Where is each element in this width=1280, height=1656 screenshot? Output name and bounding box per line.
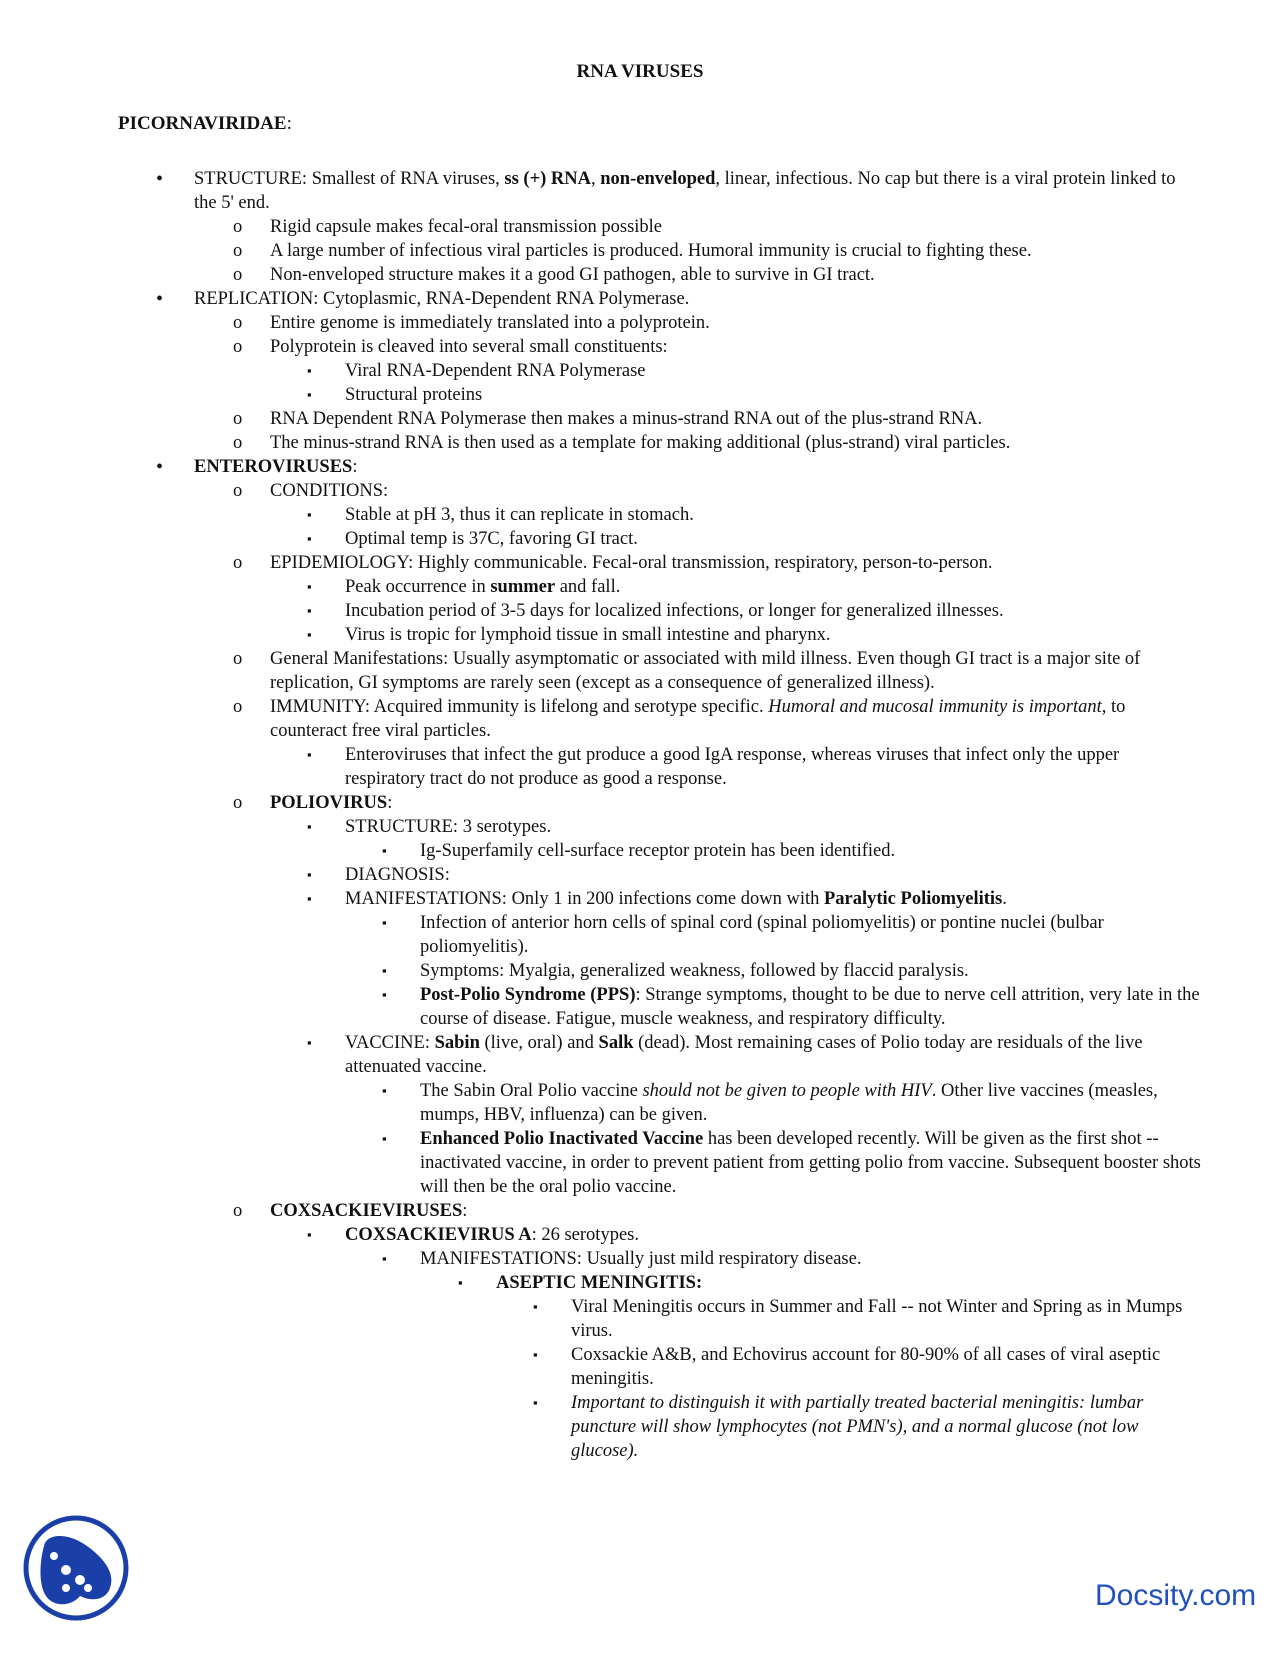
bullet-icon: ▪ — [533, 1395, 538, 1410]
bullet-icon: o — [233, 433, 243, 453]
item-text: Stable at pH 3, thus it can replicate in stomach. — [345, 505, 694, 525]
bullet-icon: o — [233, 481, 243, 501]
list-item — [0, 791, 1280, 815]
list-item — [0, 455, 1280, 479]
bullet-icon: ▪ — [382, 1131, 387, 1146]
item-text: The minus-strand RNA is then used as a template for making additional (plus-strand) viral particles. — [270, 433, 1011, 453]
item-text: , linear, infectious. No cap but there is a viral protein linked to the 5' end. — [194, 169, 1176, 213]
bullet-icon: ▪ — [382, 1251, 387, 1266]
item-text: and fall. — [555, 577, 621, 597]
item-text: ss (+) RNA — [504, 169, 591, 189]
bullet-icon: ▪ — [307, 1227, 312, 1242]
list-item — [0, 1295, 1280, 1343]
item-text: Non-enveloped structure makes it a good GI pathogen, able to survive in GI tract. — [270, 265, 875, 285]
bullet-icon: • — [156, 288, 164, 310]
list-item — [0, 215, 1280, 239]
item-text: Incubation period of 3-5 days for localized infections, or longer for generalized illnesses. — [345, 601, 1004, 621]
item-text: . Other live vaccines (measles, mumps, HBV, influenza) can be given. — [420, 1081, 1158, 1125]
bullet-icon: • — [156, 456, 164, 478]
item-text: Symptoms: Myalgia, generalized weakness, followed by flaccid paralysis. — [420, 961, 969, 981]
item-text: MANIFESTATIONS: Only 1 in 200 infections come down with — [345, 889, 824, 909]
list-item — [0, 599, 1280, 623]
list-item — [0, 887, 1280, 911]
bullet-icon: ▪ — [307, 819, 312, 834]
item-text: Viral RNA-Dependent RNA Polymerase — [345, 361, 646, 381]
item-text: . — [1002, 889, 1007, 909]
bullet-icon: ▪ — [382, 915, 387, 930]
item-text: IMMUNITY: Acquired immunity is lifelong and serotype specific. — [270, 697, 769, 717]
section-colon: : — [286, 113, 292, 134]
item-text: Enhanced Polio Inactivated Vaccine — [420, 1129, 704, 1149]
list-item — [0, 383, 1280, 407]
item-text: Post-Polio Syndrome (PPS) — [420, 985, 636, 1005]
list-item — [0, 1247, 1280, 1271]
list-item — [0, 1127, 1280, 1199]
item-text: CONDITIONS: — [270, 481, 389, 501]
bullet-icon: ▪ — [307, 507, 312, 522]
bullet-icon: ▪ — [458, 1275, 463, 1290]
docsity-brand-text[interactable]: Docsity.com — [1095, 1579, 1257, 1612]
bullet-icon: o — [233, 241, 243, 261]
list-item — [0, 263, 1280, 287]
item-text: Optimal temp is 37C, favoring GI tract. — [345, 529, 638, 549]
list-item — [0, 911, 1280, 959]
bullet-icon: o — [233, 649, 243, 669]
item-text: : 26 serotypes. — [531, 1225, 639, 1245]
item-text: Peak occurrence in — [345, 577, 491, 597]
item-text: Entire genome is immediately translated into a polyprotein. — [270, 313, 710, 333]
item-text: : — [387, 793, 393, 813]
section-heading — [118, 112, 292, 136]
item-text: VACCINE: — [345, 1033, 435, 1053]
list-item — [0, 863, 1280, 887]
bullet-icon: o — [233, 697, 243, 717]
item-text: Virus is tropic for lymphoid tissue in small intestine and pharynx. — [345, 625, 831, 645]
list-item — [0, 1391, 1280, 1463]
bullet-icon: ▪ — [307, 867, 312, 882]
list-item — [0, 1223, 1280, 1247]
list-item — [0, 479, 1280, 503]
item-text: has been developed recently. Will be given as the first shot -- inactivated vaccine, in order to prevent patient from getting polio from vaccine. Subsequent booster shots will then be the oral polio vaccine. — [420, 1129, 1201, 1197]
item-text: A large number of infectious viral particles is produced. Humoral immunity is crucial to fighting these. — [270, 241, 1032, 261]
item-text: Polyprotein is cleaved into several small constituents: — [270, 337, 668, 357]
list-item — [0, 839, 1280, 863]
item-text: : Strange symptoms, thought to be due to nerve cell attrition, very late in the course of disease. Fatigue, muscle weakness, and respiratory difficulty. — [420, 985, 1200, 1029]
item-text: Paralytic Poliomyelitis — [823, 889, 1003, 909]
bullet-icon: ▪ — [382, 987, 387, 1002]
item-text: STRUCTURE: 3 serotypes. — [345, 817, 552, 837]
bullet-icon: ▪ — [382, 843, 387, 858]
list-item — [0, 1199, 1280, 1223]
item-text: COXSACKIEVIRUSES — [270, 1201, 463, 1221]
list-item — [0, 311, 1280, 335]
bullet-icon: o — [233, 217, 243, 237]
bullet-icon: ▪ — [307, 387, 312, 402]
bullet-icon: ▪ — [307, 747, 312, 762]
item-text: : — [352, 457, 358, 477]
bullet-icon: ▪ — [382, 1083, 387, 1098]
item-text: ENTEROVIRUSES — [194, 457, 353, 477]
item-text: Important to distinguish it with partially treated bacterial meningitis: lumbar puncture will show lymphocytes (not PMN's), and a normal glucose (not low glucose). — [571, 1393, 1144, 1461]
list-item — [0, 503, 1280, 527]
list-item — [0, 239, 1280, 263]
item-text: Humoral and mucosal immunity is important — [768, 697, 1102, 717]
item-text: Rigid capsule makes fecal-oral transmission possible — [270, 217, 663, 237]
item-text: (dead). Most remaining cases of Polio today are residuals of the live attenuated vaccine. — [345, 1033, 1143, 1077]
bullet-icon: o — [233, 265, 243, 285]
list-item — [0, 983, 1280, 1031]
bullet-icon: ▪ — [307, 627, 312, 642]
item-text: General Manifestations: Usually asymptomatic or associated with mild illness. Even though GI tract is a major site of replication, GI symptoms are rarely seen (except as a consequence of generalized illness). — [270, 649, 1141, 693]
item-text: Sabin — [434, 1033, 480, 1053]
item-text: Salk — [598, 1033, 634, 1053]
item-text: Infection of anterior horn cells of spinal cord (spinal poliomyelitis) or pontine nuclei (bulbar poliomyelitis). — [420, 913, 1104, 957]
item-text: STRUCTURE: Smallest of RNA viruses, — [194, 169, 505, 189]
list-item — [0, 623, 1280, 647]
list-item — [0, 1079, 1280, 1127]
bullet-icon: o — [233, 409, 243, 429]
item-text: summer — [490, 577, 556, 597]
list-item — [0, 1031, 1280, 1079]
item-text: Coxsackie A&B, and Echovirus account for 80-90% of all cases of viral aseptic meningitis. — [571, 1345, 1161, 1389]
section-name: PICORNAVIRIDAE — [118, 113, 287, 134]
item-text: Viral Meningitis occurs in Summer and Fall -- not Winter and Spring as in Mumps virus. — [571, 1297, 1183, 1341]
list-item — [0, 167, 1280, 215]
bullet-icon: ▪ — [307, 1035, 312, 1050]
item-text: , to counteract free viral particles. — [270, 697, 1126, 741]
list-item — [0, 551, 1280, 575]
item-text: REPLICATION: Cytoplasmic, RNA-Dependent RNA Polymerase. — [194, 289, 690, 309]
bullet-icon: o — [233, 313, 243, 333]
item-text: ASEPTIC MENINGITIS: — [496, 1273, 703, 1293]
list-item — [0, 695, 1280, 743]
bullet-icon: ▪ — [307, 891, 312, 906]
item-text: RNA Dependent RNA Polymerase then makes a minus-strand RNA out of the plus-strand RNA. — [270, 409, 983, 429]
bullet-icon: • — [156, 168, 164, 190]
list-item — [0, 743, 1280, 791]
list-item — [0, 359, 1280, 383]
list-item — [0, 527, 1280, 551]
item-text: The Sabin Oral Polio vaccine — [420, 1081, 643, 1101]
document-title: RNA VIRUSES — [576, 61, 704, 82]
list-item — [0, 815, 1280, 839]
bullet-icon: ▪ — [533, 1347, 538, 1362]
item-text: , — [591, 169, 601, 189]
list-item — [0, 959, 1280, 983]
bullet-icon: ▪ — [382, 963, 387, 978]
list-item — [0, 431, 1280, 455]
bullet-icon: o — [233, 337, 243, 357]
item-text: EPIDEMIOLOGY: Highly communicable. Fecal-oral transmission, respiratory, person-to-person. — [270, 553, 993, 573]
bullet-icon: ▪ — [307, 363, 312, 378]
list-item — [0, 1343, 1280, 1391]
list-item — [0, 647, 1280, 695]
list-item — [0, 575, 1280, 599]
outline-list — [0, 167, 1280, 1463]
bullet-icon: o — [233, 553, 243, 573]
bullet-icon: ▪ — [307, 531, 312, 546]
item-text: non-enveloped — [600, 169, 716, 189]
list-item — [0, 287, 1280, 311]
item-text: Structural proteins — [345, 385, 483, 405]
bullet-icon: ▪ — [307, 579, 312, 594]
item-text: COXSACKIEVIRUS A — [345, 1225, 532, 1245]
item-text: : — [462, 1201, 468, 1221]
item-text: Enteroviruses that infect the gut produce a good IgA response, whereas viruses that infect only the upper respiratory tract do not produce as good a response. — [345, 745, 1120, 789]
list-item — [0, 335, 1280, 359]
item-text: MANIFESTATIONS: Usually just mild respiratory disease. — [420, 1249, 862, 1269]
bullet-icon: ▪ — [307, 603, 312, 618]
item-text: Ig-Superfamily cell-surface receptor protein has been identified. — [420, 841, 896, 861]
bullet-icon: ▪ — [533, 1299, 538, 1314]
list-item — [0, 407, 1280, 431]
item-text: POLIOVIRUS — [270, 793, 388, 813]
item-text: DIAGNOSIS: — [345, 865, 450, 885]
list-item — [0, 1271, 1280, 1295]
item-text: (live, oral) and — [479, 1033, 599, 1053]
bullet-icon: o — [233, 1201, 243, 1221]
item-text: should not be given to people with HIV — [642, 1081, 932, 1101]
docsity-logo-icon — [22, 1514, 130, 1622]
bullet-icon: o — [233, 793, 243, 813]
